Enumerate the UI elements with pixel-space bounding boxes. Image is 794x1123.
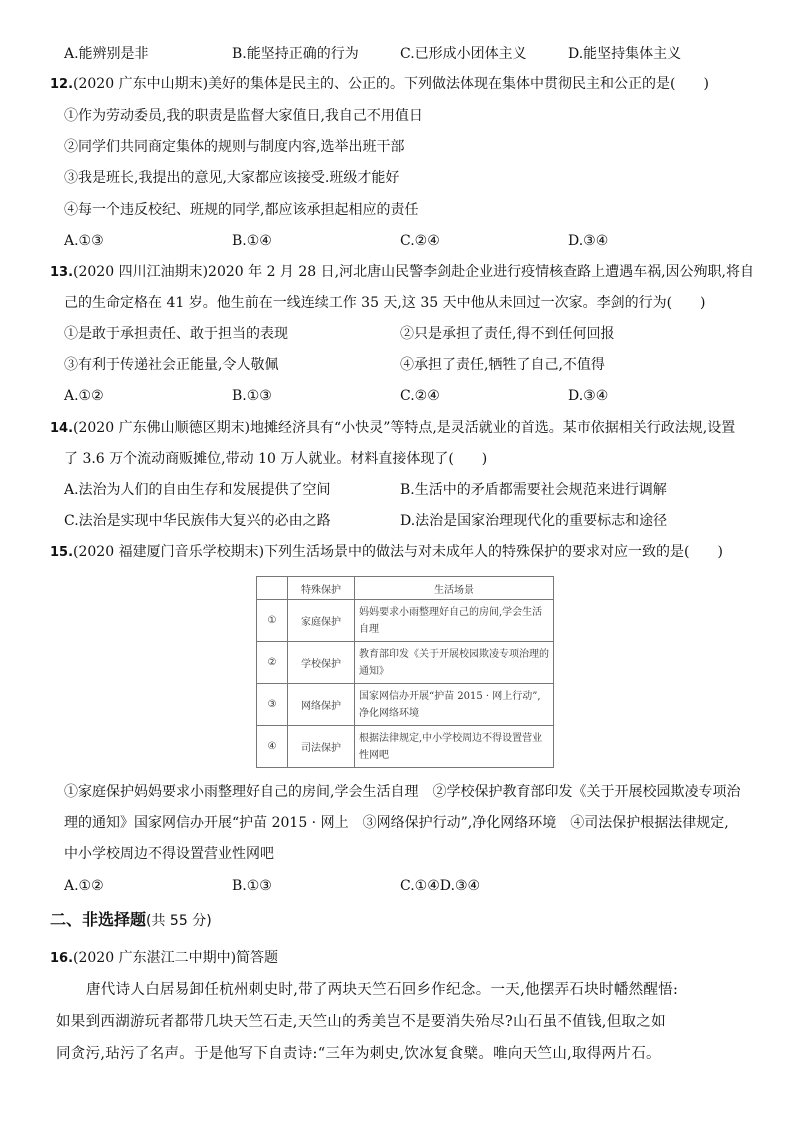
table-cell-scene: 国家网信办开展“护苗 2015 · 网上行动”,净化网络环境 [355, 684, 554, 726]
section-score: (共 55 分) [146, 913, 212, 929]
q13-item-4: ④承担了责任,牺牲了自己,不值得 [400, 357, 605, 373]
q12-option-d: D.③④ [568, 233, 609, 249]
q12-option-b: B.①④ [232, 233, 272, 249]
q16-story-line-1: 唐代诗人白居易卸任杭州刺史时,带了两块天竺石回乡作纪念。一天,他摆弄石块时幡然醒悟: [86, 982, 679, 998]
table-cell-type: 家庭保护 [288, 600, 355, 642]
q15-explain-line-1: ①家庭保护妈妈要求小雨整理好自己的房间,学会生活自理 ②学校保护教育部印发《关于开展校园欺凌专项治 [64, 784, 741, 800]
q15-stem [50, 542, 723, 563]
q14-stem-line-1 [50, 418, 735, 439]
q15-number: 15. [50, 545, 74, 560]
q14-option-a: A.法治为人们的自由生存和发展提供了空间 [64, 482, 331, 498]
q16-story-line-3: 同贪污,玷污了名声。于是他写下自责诗:“三年为刺史,饮冰复食檗。唯向天竺山,取得两片石。 [56, 1046, 661, 1062]
q14-option-d: D.法治是国家治理现代化的重要标志和途径 [400, 513, 668, 529]
table-cell-type: 学校保护 [288, 642, 355, 684]
table-cell-type: 司法保护 [288, 726, 355, 768]
q15-explain-line-2: 理的通知》国家网信办开展“护苗 2015 · 网上 ③网络保护行动”,净化网络环境 ④司法保护根据法律规定, [64, 815, 729, 831]
table-header-type: 特殊保护 [288, 577, 355, 600]
q12-number: 12. [50, 77, 74, 92]
protection-table [256, 576, 554, 768]
table-cell-no: ② [257, 642, 288, 684]
table-cell-scene: 教育部印发《关于开展校园欺凌专项治理的通知》 [355, 642, 554, 684]
table-cell-scene: 根据法律规定,中小学校周边不得设置营业性网吧 [355, 726, 554, 768]
q12-stem [50, 74, 709, 95]
q12-item-2: ②同学们共同商定集体的规则与制度内容,选举出班干部 [64, 139, 405, 155]
q12-item-1: ①作为劳动委员,我的职责是监督大家值日,我自己不用值日 [64, 108, 423, 124]
table-cell-type: 网络保护 [288, 684, 355, 726]
q13-item-3: ③有利于传递社会正能量,令人敬佩 [64, 357, 279, 373]
q13-number: 13. [50, 265, 74, 280]
q16-stem-text: (2020 广东湛江二中期中)简答题 [73, 950, 279, 966]
q13-option-c: C.②④ [400, 388, 440, 404]
q12-item-4: ④每一个违反校纪、班规的同学,都应该承担起相应的责任 [64, 202, 419, 218]
q13-option-b: B.①③ [232, 388, 272, 404]
table-cell-no: ① [257, 600, 288, 642]
table-row [257, 600, 554, 642]
q11-option-d: D.能坚持集体主义 [568, 46, 682, 62]
table-header-no [257, 577, 288, 600]
q11-option-c: C.已形成小团体主义 [400, 46, 527, 62]
q15-option-b: B.①③ [232, 878, 272, 894]
q14-stem-text: (2020 广东佛山顺德区期末)地摊经济具有“小快灵”等特点,是灵活就业的首选。某市依据相关行政法规,设置 [73, 420, 736, 436]
q14-stem-line-2: 了 3.6 万个流动商贩摊位,带动 10 万人就业。材料直接体现了( ) [64, 451, 488, 467]
q11-option-a: A.能辨别是非 [64, 46, 149, 62]
q13-option-a: A.①② [64, 388, 104, 404]
section-title: 二、非选择题 [50, 910, 147, 929]
q12-item-3: ③我是班长,我提出的意见,大家都应该接受.班级才能好 [64, 170, 400, 186]
q13-item-2: ②只是承担了责任,得不到任何回报 [400, 326, 615, 342]
q14-number: 14. [50, 421, 74, 436]
section-heading [50, 909, 212, 932]
q15-stem-text: (2020 福建厦门音乐学校期末)下列生活场景中的做法与对未成年人的特殊保护的要求对应一致的是( ) [73, 544, 723, 560]
table-row [257, 642, 554, 684]
q13-option-d: D.③④ [568, 388, 609, 404]
table-header-scene: 生活场景 [355, 577, 554, 600]
q12-option-a: A.①③ [64, 233, 104, 249]
q11-option-b: B.能坚持正确的行为 [232, 46, 359, 62]
table-header-row [257, 577, 554, 600]
table-cell-no: ④ [257, 726, 288, 768]
table-cell-scene: 妈妈要求小雨整理好自己的房间,学会生活自理 [355, 600, 554, 642]
q14-option-b: B.生活中的矛盾都需要社会规范来进行调解 [400, 482, 667, 498]
q13-stem-line-1 [50, 262, 754, 283]
q12-stem-text: (2020 广东中山期末)美好的集体是民主的、公正的。下列做法体现在集体中贯彻民主和公正的是( ) [73, 76, 709, 92]
q13-stem-line-2: 己的生命定格在 41 岁。他生前在一线连续工作 35 天,这 35 天中他从未回过一次家。李剑的行为( ) [64, 295, 706, 311]
q12-option-c: C.②④ [400, 233, 440, 249]
q15-option-a: A.①② [64, 878, 104, 894]
q14-option-c: C.法治是实现中华民族伟大复兴的必由之路 [64, 513, 331, 529]
table-cell-no: ③ [257, 684, 288, 726]
q15-option-cd: C.①④D.③④ [400, 878, 481, 894]
q13-item-1: ①是敢于承担责任、敢于担当的表现 [64, 326, 288, 342]
table-row [257, 726, 554, 768]
q16-story-line-2: 如果到西湖游玩者都带几块天竺石走,天竺山的秀美岂不是要消失殆尽?山石虽不值钱,但取之如 [56, 1014, 666, 1030]
table-row [257, 684, 554, 726]
q15-explain-line-3: 中小学校周边不得设置营业性网吧 [64, 846, 274, 862]
q16-number: 16. [50, 951, 74, 966]
q16-stem [50, 948, 278, 969]
q13-stem-text: (2020 四川江油期末)2020 年 2 月 28 日,河北唐山民警李剑赴企业进行疫情核查路上遭遇车祸,因公殉职,将自 [73, 264, 754, 280]
